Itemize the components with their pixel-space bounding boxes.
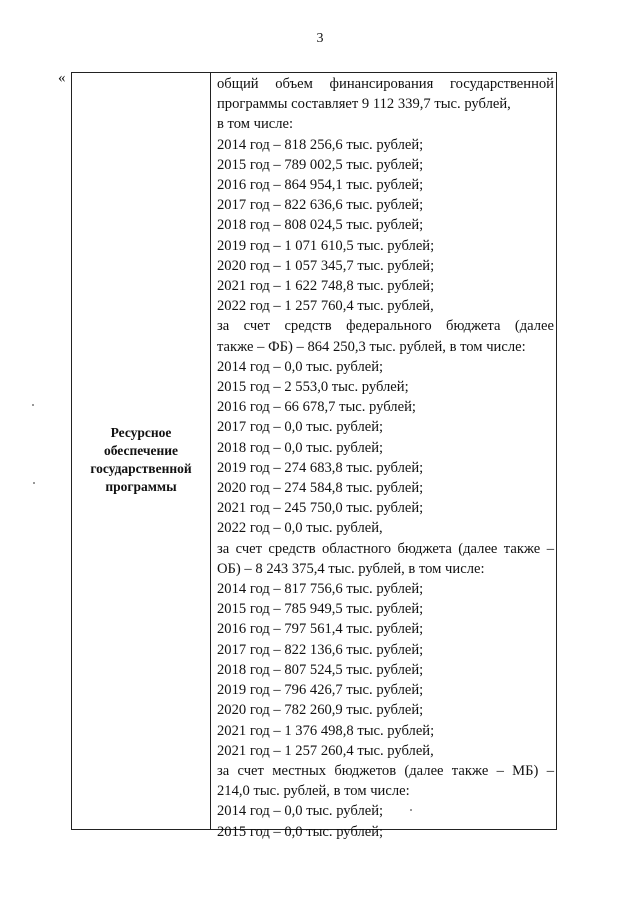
funding-line: 2021 год – 1 376 498,8 тыс. рублей;: [217, 722, 435, 739]
funding-line: 2015 год – 0,0 тыс. рублей;: [217, 823, 384, 840]
section-title-line: государственной: [90, 461, 192, 476]
funding-line: 2018 год – 0,0 тыс. рублей;: [217, 439, 384, 456]
funding-line: 2014 год – 0,0 тыс. рублей;: [217, 803, 384, 820]
page-number: 3: [316, 31, 324, 46]
funding-line: ОБ) – 8 243 375,4 тыс. рублей, в том числе:: [217, 560, 485, 577]
funding-line: 2014 год – 817 756,6 тыс. рублей;: [217, 581, 424, 598]
funding-line: 2020 год – 782 260,9 тыс. рублей;: [217, 702, 424, 719]
funding-line: 2021 год – 245 750,0 тыс. рублей;: [217, 500, 424, 517]
funding-line: общий объем финансирования государственной: [217, 76, 554, 92]
opening-quote: «: [58, 70, 66, 86]
funding-line: за счет средств федерального бюджета (далее: [217, 318, 554, 335]
funding-line: 2016 год – 66 678,7 тыс. рублей;: [217, 399, 416, 416]
funding-line: 2017 год – 0,0 тыс. рублей;: [217, 419, 384, 436]
funding-line: 2022 год – 0,0 тыс. рублей,: [217, 520, 383, 537]
funding-line: 2014 год – 818 256,6 тыс. рублей;: [217, 136, 424, 153]
scan-speck: [410, 809, 412, 811]
funding-line: 2015 год – 789 002,5 тыс. рублей;: [217, 156, 424, 173]
funding-line: 2022 год – 1 257 760,4 тыс. рублей,: [217, 298, 434, 315]
section-title-line: Ресурсное: [110, 425, 172, 440]
funding-line: 2017 год – 822 136,6 тыс. рублей;: [217, 641, 424, 658]
section-title-line: программы: [105, 479, 177, 494]
funding-line: 2016 год – 864 954,1 тыс. рублей;: [217, 177, 424, 194]
funding-line: за счет местных бюджетов (далее также – МБ) –: [217, 762, 554, 779]
funding-line: 2020 год – 274 584,8 тыс. рублей;: [217, 480, 424, 497]
funding-line: 214,0 тыс. рублей, в том числе:: [217, 783, 410, 800]
funding-line: 2021 год – 1 257 260,4 тыс. рублей,: [217, 742, 434, 759]
funding-line: 2015 год – 2 553,0 тыс. рублей;: [217, 379, 409, 396]
funding-line: 2017 год – 822 636,6 тыс. рублей;: [217, 197, 424, 214]
funding-line: также – ФБ) – 864 250,3 тыс. рублей, в том числе:: [217, 338, 526, 355]
scan-speck: [32, 404, 34, 406]
funding-line: 2020 год – 1 057 345,7 тыс. рублей;: [217, 257, 435, 274]
funding-line: за счет средств областного бюджета (далее также –: [217, 540, 554, 557]
funding-line: 2019 год – 796 426,7 тыс. рублей;: [217, 682, 424, 699]
funding-line: 2019 год – 274 683,8 тыс. рублей;: [217, 459, 424, 476]
funding-line: в том числе:: [217, 116, 294, 133]
funding-details-cell: [211, 73, 556, 840]
section-title-line: обеспечение: [103, 443, 179, 458]
funding-line: 2018 год – 807 524,5 тыс. рублей;: [217, 661, 424, 678]
funding-line: программы составляет 9 112 339,7 тыс. рублей,: [217, 96, 511, 113]
funding-line: 2014 год – 0,0 тыс. рублей;: [217, 358, 384, 375]
funding-line: 2016 год – 797 561,4 тыс. рублей;: [217, 621, 424, 638]
section-title: [90, 424, 191, 496]
funding-line: 2021 год – 1 622 748,8 тыс. рублей;: [217, 278, 435, 295]
funding-line: 2018 год – 808 024,5 тыс. рублей;: [217, 217, 424, 234]
section-label-cell: [72, 73, 211, 829]
resource-table: [71, 72, 557, 840]
funding-line: 2015 год – 785 949,5 тыс. рублей;: [217, 601, 424, 618]
funding-line: 2019 год – 1 071 610,5 тыс. рублей;: [217, 237, 435, 254]
scan-speck: [33, 482, 35, 484]
